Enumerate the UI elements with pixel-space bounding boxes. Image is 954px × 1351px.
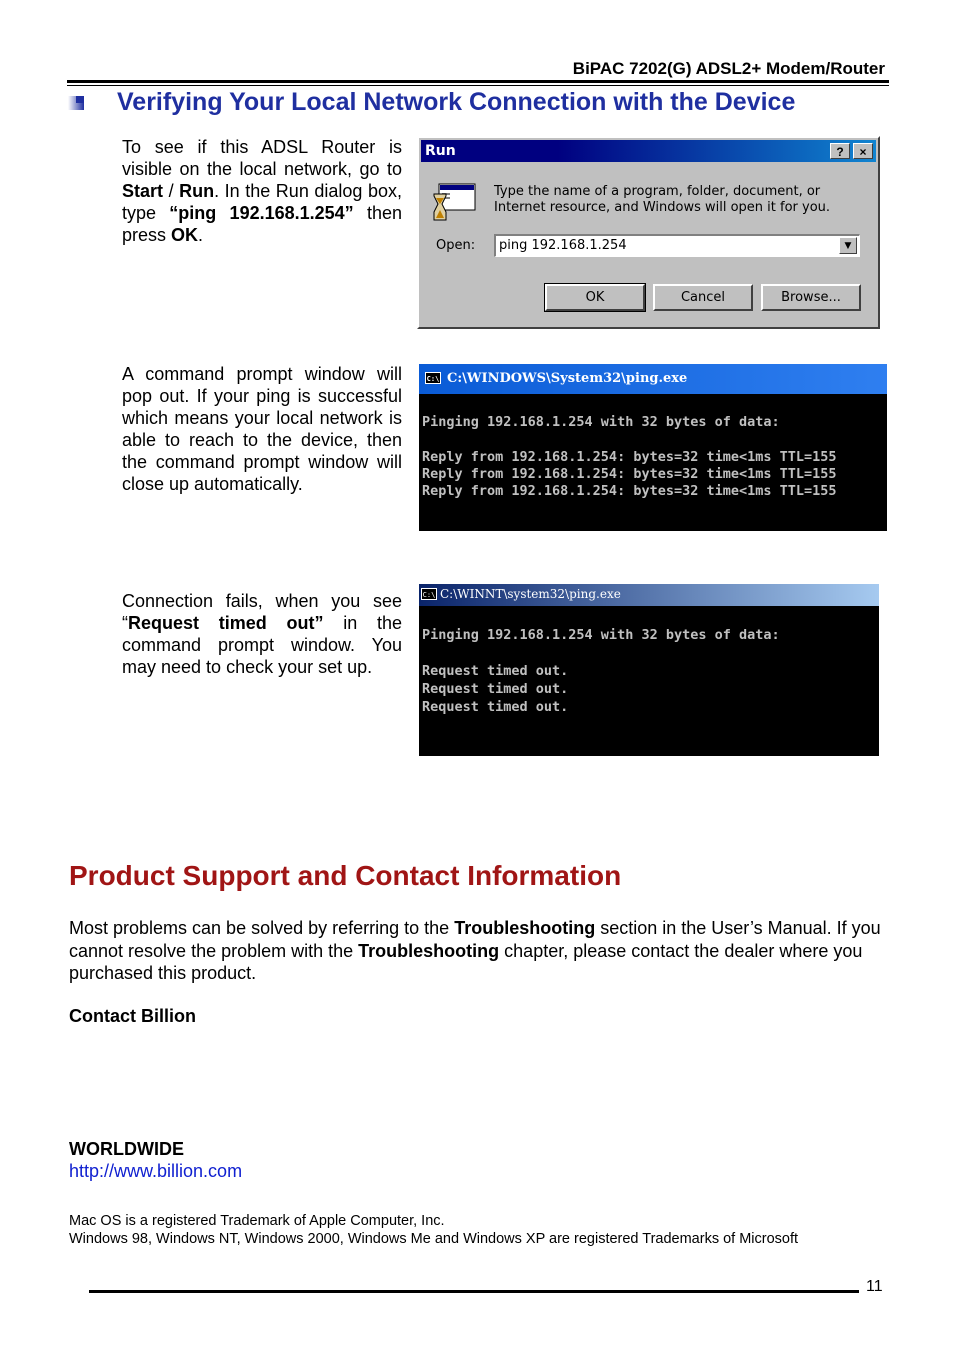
console-icon: C:\	[425, 372, 441, 384]
support-title: Product Support and Contact Information	[69, 860, 622, 891]
ok-term: OK	[171, 225, 199, 245]
document-header-title: BiPAC 7202(G) ADSL2+ Modem/Router	[572, 59, 885, 78]
section-title: Verifying Your Local Network Connection with the Device	[117, 88, 796, 116]
console-title: C:\WINDOWS\System32\ping.exe	[447, 371, 688, 386]
worldwide-heading: WORLDWIDE	[69, 1139, 184, 1159]
trademark-microsoft: Windows 98, Windows NT, Windows 2000, Windows Me and Windows XP are registered Trademarks of Microsoft	[69, 1231, 799, 1247]
chevron-down-icon[interactable]: ▼	[839, 237, 857, 254]
contact-heading: Contact Billion	[69, 1006, 196, 1026]
ok-button[interactable]: OK	[545, 284, 645, 311]
ping-command: “ping 192.168.1.254”	[169, 203, 354, 223]
console-titlebar	[419, 364, 887, 394]
ping-fail-window	[419, 584, 879, 756]
run-term: Run	[179, 181, 215, 201]
step3-paragraph: Connection fails, when you see “Request timed out” in the command prompt window. You may need to check your set up.	[122, 591, 402, 677]
request-timed-out-term: Request timed out”	[128, 613, 324, 633]
console-titlebar	[419, 584, 879, 606]
run-dialog-title: Run	[425, 143, 456, 159]
console-line: Request timed out.	[422, 681, 569, 697]
trademark-apple: Mac OS is a registered Trademark of Apple Computer, Inc.	[69, 1213, 445, 1229]
troubleshooting-term: Troubleshooting	[454, 918, 596, 938]
help-button[interactable]: ?	[830, 143, 850, 159]
run-dialog-message: Type the name of a program, folder, document, or Internet resource, and Windows will open it for you.	[494, 184, 831, 215]
close-button[interactable]: ×	[853, 143, 873, 159]
console-line: Request timed out.	[422, 699, 569, 715]
run-program-icon	[433, 182, 477, 222]
footer-rule	[89, 1290, 859, 1293]
console-icon: C:\	[421, 588, 437, 600]
console-line: Pinging 192.168.1.254 with 32 bytes of data:	[422, 414, 780, 430]
cancel-button[interactable]: Cancel	[653, 284, 753, 311]
console-line: Reply from 192.168.1.254: bytes=32 time<1ms TTL=155	[422, 483, 837, 499]
troubleshooting-term: Troubleshooting	[358, 940, 500, 961]
console-title: C:\WINNT\system32\ping.exe	[440, 587, 621, 601]
console-line: Pinging 192.168.1.254 with 32 bytes of data:	[422, 627, 780, 643]
console-line: Reply from 192.168.1.254: bytes=32 time<1ms TTL=155	[422, 449, 837, 465]
billion-website-link[interactable]: http://www.billion.com	[69, 1161, 243, 1181]
browse-button[interactable]: Browse...	[761, 284, 861, 311]
page-number: 11	[866, 1278, 883, 1295]
step2-paragraph: A command prompt window will pop out. If your ping is successful which means your local network is able to reach to the device, then the command prompt window will close up automatically.	[122, 364, 402, 494]
console-line: Request timed out.	[422, 663, 569, 679]
run-dialog	[417, 136, 880, 329]
ping-success-window	[419, 364, 887, 531]
support-paragraph: Most problems can be solved by referring to the Troubleshooting section in the User’s Manual. If you cannot resolve the problem with the Troubleshooting chapter, please contact the dealer where you purchased this product.	[69, 918, 881, 983]
square-bullet-icon	[68, 96, 84, 110]
console-line: Reply from 192.168.1.254: bytes=32 time<1ms TTL=155	[422, 466, 837, 482]
step1-paragraph: To see if this ADSL Router is visible on the local network, go to Start / Run. In the Run dialog box, type “ping 192.168.1.254” then press OK.	[122, 137, 402, 245]
open-label: Open:	[436, 238, 476, 253]
open-input[interactable]: ping 192.168.1.254 ▼	[494, 234, 860, 257]
run-dialog-titlebar	[421, 140, 876, 162]
start-term: Start	[122, 181, 164, 201]
header-rule	[67, 80, 889, 83]
header-rule-thin	[67, 85, 889, 86]
